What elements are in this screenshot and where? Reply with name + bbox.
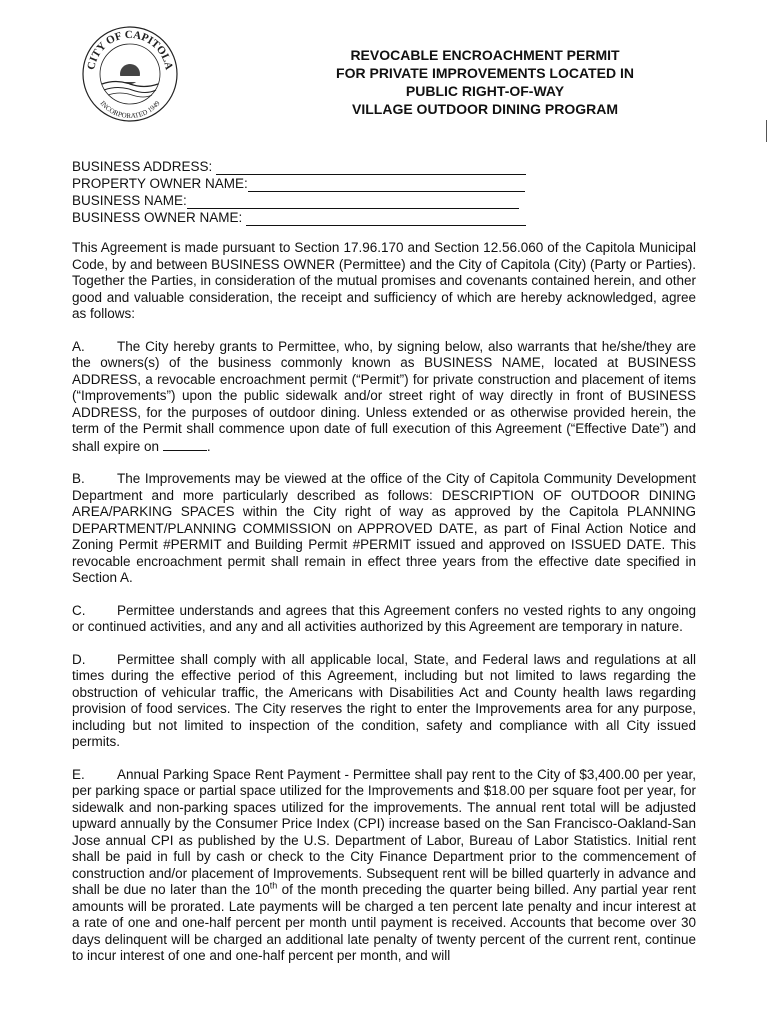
section-a [72, 339, 696, 456]
section-b-text: The Improvements may be viewed at the office of the City of Capitola Community Development Department and more particularly described as follows: DESCRIPTION OF OUTDOOR DINING AREA/PARKING SPACES within the City right of way as approved by the Capitola PLANNING DEPARTMENT/PLANNING COMMISSION on APPROVED DATE, as part of Final Action Notice and Zoning Permit #PERMIT and Building Permit #PERMIT issued and approved on ISSUED DATE. This revocable encroachment permit shall remain in effect three years from the effective date specified in Section A. [72, 471, 696, 585]
title-line-1: REVOCABLE ENCROACHMENT PERMIT [350, 47, 620, 63]
business-owner-label: BUSINESS OWNER NAME: [72, 210, 247, 225]
section-d-label: D. [72, 651, 86, 667]
business-owner-blank[interactable] [246, 212, 526, 226]
business-owner-field[interactable] [72, 209, 526, 226]
section-e-text-before: Annual Parking Space Rent Payment - Permittee shall pay rent to the City of $3,400.00 per year, per parking space or partial space utilized for the Improvements and $18.00 per square foot per year, for sidewalk and non-parking spaces utilized for the improvements. The annual rent total will be adjusted upward annually by the Consumer Price Index (CPI) increase based on the San Francisco-Oakland-San Jose annual CPI as published by the U.S. Department of Labor, Bureau of Labor Statistics. Initial rent shall be paid in full by cash or check to the City Finance Department prior to the commencement of construction and/or placement of Improvements. Subsequent rent will be billed quarterly in advance and shall be due no later than the 10 [72, 766, 696, 897]
section-e-superscript: th [269, 880, 278, 891]
business-address-label: BUSINESS ADDRESS: [72, 159, 217, 174]
agreement-body [72, 240, 696, 981]
section-e [72, 767, 696, 965]
section-d-text: Permittee shall comply with all applicable local, State, and Federal laws and regulations at all times during the effective period of this Agreement, including but not limited to laws regarding the obstruction of vehicular traffic, the Americans with Disabilities Act and County health laws regarding provision of food services. The City reserves the right to enter the Improvements area for any purpose, including but not limited to inspection of the condition, safety and compliance with all City issued permits. [72, 651, 696, 749]
section-b [72, 471, 696, 587]
business-address-blank[interactable] [216, 161, 526, 175]
property-owner-blank[interactable] [248, 178, 525, 192]
title-line-2: FOR PRIVATE IMPROVEMENTS LOCATED IN [336, 65, 634, 81]
svg-text:CITY OF CAPITOLA: CITY OF CAPITOLA [85, 28, 175, 71]
section-b-label: B. [72, 471, 85, 486]
expiration-date-blank[interactable] [163, 438, 207, 451]
section-c-text: Permittee understands and agrees that this Agreement confers no vested rights to any ongoing or continued activities, and any and all activities authorized by this Agreement are temporary in nature. [72, 602, 696, 634]
section-c [72, 603, 696, 636]
section-a-end: . [206, 438, 211, 454]
title-line-3: PUBLIC RIGHT-OF-WAY [405, 83, 565, 99]
section-a-label: A. [72, 338, 85, 354]
document-title [250, 46, 720, 118]
business-address-field[interactable] [72, 158, 526, 175]
page-edge-mark [766, 120, 767, 142]
business-name-blank[interactable] [187, 195, 519, 209]
business-name-label: BUSINESS NAME: [72, 193, 187, 208]
city-seal-logo [80, 24, 180, 124]
business-info-fields [72, 158, 526, 226]
section-e-label: E. [72, 766, 85, 782]
property-owner-field[interactable] [72, 175, 526, 192]
business-name-field[interactable] [72, 192, 526, 209]
section-c-label: C. [72, 602, 86, 618]
intro-paragraph: This Agreement is made pursuant to Section 17.96.170 and Section 12.56.060 of the Capitola Municipal Code, by and between BUSINESS OWNER (Permittee) and the City of Capitola (City) (Party or Parties). Together the Parties, in consideration of the mutual promises and covenants contained herein, and other good and valuable consideration, the receipt and sufficiency of which are hereby acknowledged, agree as follows: [72, 240, 696, 321]
section-d [72, 652, 696, 751]
property-owner-label: PROPERTY OWNER NAME: [72, 176, 248, 191]
title-line-4: VILLAGE OUTDOOR DINING PROGRAM [352, 101, 618, 117]
section-a-text: The City hereby grants to Permittee, who, by signing below, also warrants that he/she/they are the owners(s) of the business commonly known as BUSINESS NAME, located at BUSINESS ADDRESS, a revocable encroachment permit (“Permit”) for private construction and placement of items (“Improvements”) upon the public sidewalk and/or street right of way directly in front of BUSINESS ADDRESS, for the purposes of outdoor dining. Unless extended or as otherwise provided herein, the term of the Permit shall commence upon date of full execution of this Agreement (“Effective Date”) and shall expire on [72, 338, 696, 454]
svg-text:INCORPORATED 1949: INCORPORATED 1949 [98, 99, 162, 121]
section-e-text-after: of the month preceding the quarter being billed. Any partial year rent amounts will be prorated. Late payments will be charged a ten percent late penalty and incur interest at a rate of one and one-half percent per month until payment is received. Accounts that become over 30 days delinquent will be charged an additional late penalty of twenty percent of the current rent, continue to incur interest of one and one-half percent per month, and will [72, 882, 696, 963]
